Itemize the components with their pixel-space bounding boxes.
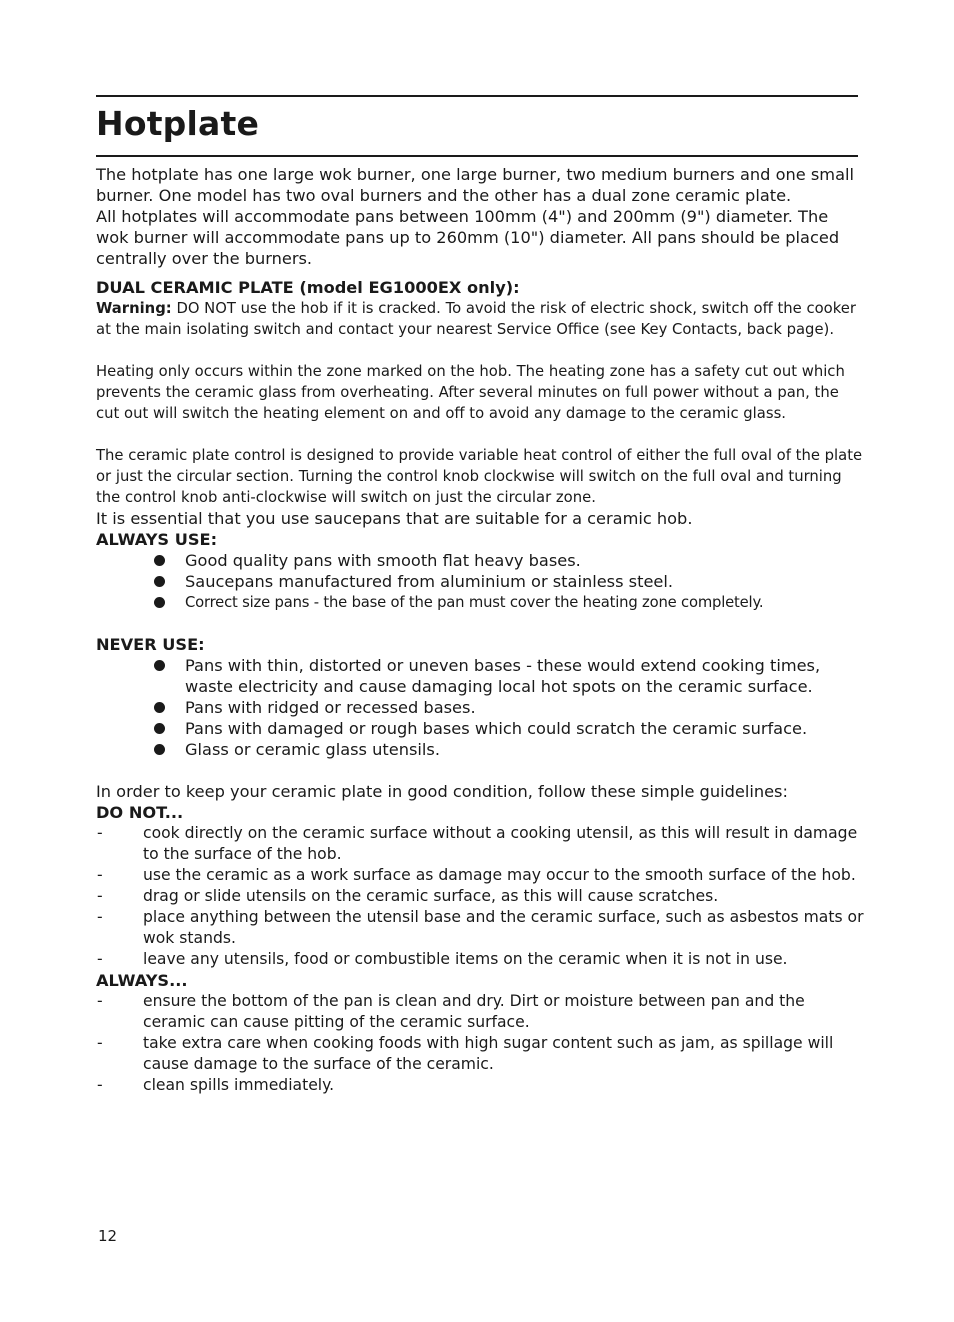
list-item: - clean spills immediately. xyxy=(97,1076,335,1094)
always-use-list xyxy=(96,550,864,613)
list-item: - use the ceramic as a work surface as damage may occur to the smooth surface of the hob. xyxy=(97,866,856,884)
bullet-icon xyxy=(154,744,165,755)
title-underline xyxy=(96,155,858,157)
dash-marker: - xyxy=(97,1034,103,1052)
essential-paragraph: It is essential that you use saucepans that are suitable for a ceramic hob. xyxy=(96,509,693,528)
list-item: Pans with thin, distorted or uneven bases - these would extend cooking times, waste electricity and cause damaging local hot spots on the ceramic surface. xyxy=(96,655,864,697)
dash-marker: - xyxy=(97,992,103,1010)
dual-ceramic-heading: DUAL CERAMIC PLATE (model EG1000EX only): xyxy=(96,278,520,297)
warning-label: Warning: xyxy=(96,300,172,317)
heating-paragraph: Heating only occurs within the zone marked on the hob. The heating zone has a safety cut out which prevents the ceramic glass from overheating. After several minutes on full power without a pan, the cut out will switch the heating element on and off to avoid any damage to the ceramic glass. xyxy=(96,363,845,422)
page-title: Hotplate xyxy=(96,104,260,143)
do-not-list xyxy=(96,823,864,970)
guidelines-intro: In order to keep your ceramic plate in good condition, follow these simple guidelines: xyxy=(96,782,788,801)
list-item: - ensure the bottom of the pan is clean and dry. Dirt or moisture between pan and the ceramic can cause pitting of the ceramic surface. xyxy=(97,992,805,1031)
list-item: Pans with ridged or recessed bases. xyxy=(96,697,864,718)
bullet-icon xyxy=(154,723,165,734)
dash-marker: - xyxy=(97,824,103,842)
dash-marker: - xyxy=(97,950,103,968)
bullet-icon xyxy=(154,660,165,671)
bullet-icon xyxy=(154,702,165,713)
content xyxy=(96,164,864,1096)
list-item: - drag or slide utensils on the ceramic surface, as this will cause scratches. xyxy=(97,887,719,905)
always-list xyxy=(96,991,864,1096)
list-item: Glass or ceramic glass utensils. xyxy=(96,739,864,760)
dash-marker: - xyxy=(97,887,103,905)
page-number: 12 xyxy=(98,1227,118,1245)
list-item: Pans with damaged or rough bases which could scratch the ceramic surface. xyxy=(96,718,864,739)
always-use-heading: ALWAYS USE: xyxy=(96,530,218,549)
list-item: Good quality pans with smooth flat heavy bases. xyxy=(96,550,864,571)
list-item: - cook directly on the ceramic surface without a cooking utensil, as this will result in damage to the surface of the hob. xyxy=(97,824,858,863)
list-item: Saucepans manufactured from aluminium or stainless steel. xyxy=(96,571,864,592)
never-use-heading: NEVER USE: xyxy=(96,635,205,654)
list-item: Correct size pans - the base of the pan must cover the heating zone completely. xyxy=(96,592,864,613)
always-heading: ALWAYS... xyxy=(96,971,188,990)
dash-marker: - xyxy=(97,908,103,926)
list-item: - take extra care when cooking foods with high sugar content such as jam, as spillage will cause damage to the surface of the ceramic. xyxy=(97,1034,834,1073)
never-use-list xyxy=(96,655,864,760)
bullet-icon xyxy=(154,555,165,566)
dash-marker: - xyxy=(97,1076,103,1094)
list-item: - leave any utensils, food or combustible items on the ceramic when it is not in use. xyxy=(97,950,788,968)
control-paragraph: The ceramic plate control is designed to provide variable heat control of either the full oval of the plate or just the circular section. Turning the control knob clockwise will switch on the full oval and turning the control knob anti-clockwise will switch on just the circular zone. xyxy=(96,447,863,506)
warning-paragraph xyxy=(96,298,864,340)
dash-marker: - xyxy=(97,866,103,884)
do-not-heading: DO NOT... xyxy=(96,803,184,822)
top-rule xyxy=(96,95,858,97)
warning-text: DO NOT use the hob if it is cracked. To avoid the risk of electric shock, switch off the cooker at the main isolating switch and contact your nearest Service Office (see Key Contacts, back page). xyxy=(96,300,856,338)
intro-paragraph: The hotplate has one large wok burner, one large burner, two medium burners and one small burner. One model has two oval burners and the other has a dual zone ceramic plate. xyxy=(96,165,854,205)
pan-size-paragraph: All hotplates will accommodate pans between 100mm (4") and 200mm (9") diameter. The wok burner will accommodate pans up to 260mm (10") diameter. All pans should be placed centrally over the burners. xyxy=(96,207,840,268)
bullet-icon xyxy=(154,576,165,587)
bullet-icon xyxy=(154,597,165,608)
list-item: - place anything between the utensil base and the ceramic surface, such as asbestos mats or wok stands. xyxy=(97,908,864,947)
